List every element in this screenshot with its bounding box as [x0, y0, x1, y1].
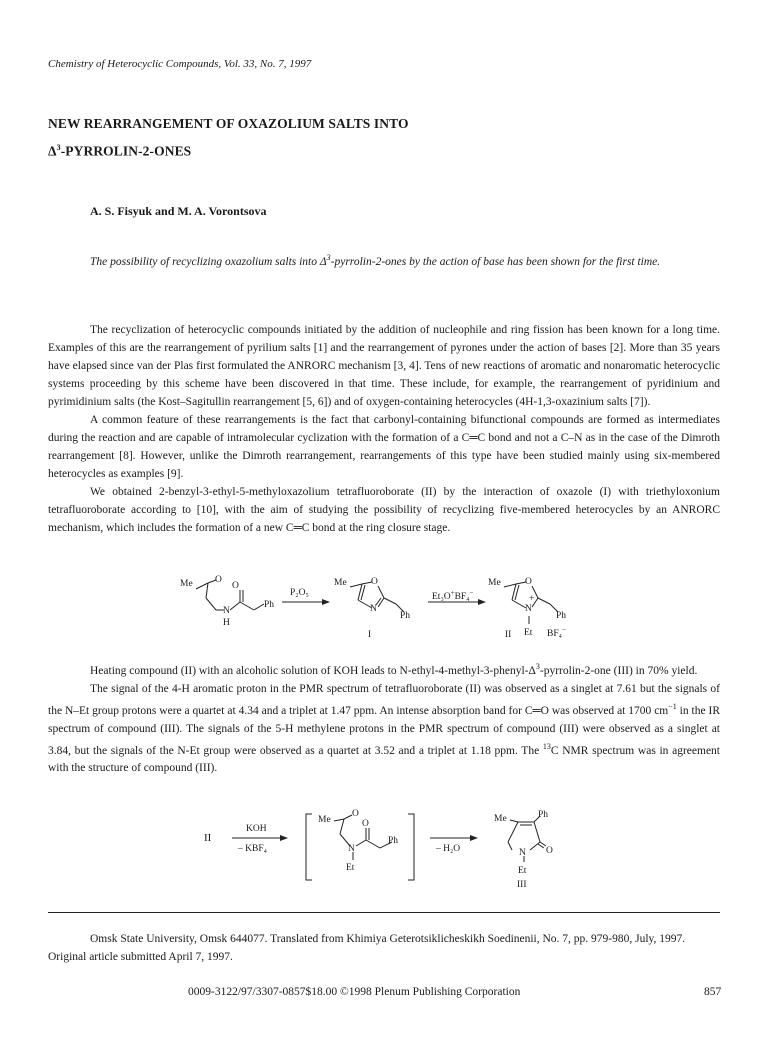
- paragraph-4-text: -pyrrolin-2-one (III) in 70% yield.: [539, 664, 698, 677]
- paragraph-5-text: C NMR spectrum was in agreement with the structure of compound (III).: [48, 744, 720, 775]
- oxygen-label: O: [525, 577, 532, 587]
- phenyl-label: Ph: [538, 810, 549, 820]
- byproduct-water: – H₂O: [436, 844, 461, 854]
- compound-label-II: II: [204, 832, 212, 844]
- paragraph-4: [48, 658, 720, 680]
- compound-label-I: I: [368, 630, 372, 640]
- reagent-text: BF₄: [454, 592, 470, 603]
- title-line-1: NEW REARRANGEMENT OF OXAZOLIUM SALTS INTO: [48, 116, 409, 131]
- phenyl-label: Ph: [264, 600, 275, 610]
- reaction-scheme-1: [0, 570, 768, 648]
- oxygen-label: O: [362, 819, 369, 829]
- ethyl-label: Et: [346, 863, 355, 873]
- body-section-1: [48, 321, 720, 537]
- reagent-charge: −: [469, 589, 474, 597]
- oxygen-label: O: [232, 581, 239, 591]
- oxygen-label: O: [352, 809, 359, 819]
- plus-charge: +: [529, 594, 535, 604]
- body-section-2: [48, 658, 720, 777]
- paragraph-5-text: in the IR spectrum of compound (III). The signals of the 5-H methylene protons in the PMR spectrum of compound (III) were observed as a singlet at 3.84, but the signals of the N-Et group were observed as a quartet at 3.52 and a triplet at 1.18 ppm. The: [48, 704, 720, 757]
- title-delta: Δ: [48, 143, 57, 159]
- footnote: Omsk State University, Omsk 644077. Translated from Khimiya Geterotsiklicheskikh Soedinenii, No. 7, pp. 979-980, July, 1997. Original article submitted April 7, 1997.: [48, 933, 686, 963]
- byproduct-kbf4: – KBF₄: [238, 844, 267, 854]
- paragraph-5-superscript: 13: [542, 741, 551, 751]
- methyl-label: Me: [334, 578, 347, 588]
- footnote-divider: [48, 912, 720, 913]
- methyl-label: Me: [494, 814, 507, 824]
- compound-label-II: II: [505, 630, 512, 640]
- anion-charge: −: [561, 626, 566, 634]
- journal-citation: Chemistry of Heterocyclic Compounds, Vol. 33, No. 7, 1997: [48, 58, 312, 70]
- ethyl-label: Et: [518, 866, 527, 876]
- paragraph-5-text: The signal of the 4-H aromatic proton in the PMR spectrum of tetrafluoroborate (II) was observed as a singlet at 7.61 but the signals of the N–Et group protons were a quartet at 4.34 and a triplet at 1.47 ppm. An intense absorption band for C═O was observed at 1700 cm: [48, 682, 720, 717]
- paragraph-3: We obtained 2-benzyl-3-ethyl-5-methyloxazolium tetrafluoroborate (II) by the interaction of oxazole (I) with triethyloxonium tetrafluoroborate according to [10], with the aim of studying the possibility of recyclizing five-membered heterocycles by an ANRORC mechanism, which includes the formation of a new C═C bond at the ring closure stage.: [48, 486, 720, 534]
- reagent-p2o5: P₂O₅: [290, 588, 309, 598]
- phenyl-label: Ph: [556, 611, 567, 621]
- paragraph-2: A common feature of these rearrangements is the fact that carbonyl-containing bifunctional compounds are formed as intermediates during the reaction and are capable of intramolecular cyclization with the formation of a C═C bond and not a C–N as in the case of the Dimroth rearrangement [8]. However, unlike the Dimroth rearrangement, rearrangements of this type have been studied mainly using six-membered heterocycles as examples [9].: [48, 414, 720, 480]
- article-title: [48, 112, 409, 164]
- reaction-scheme-2: [0, 806, 768, 898]
- scheme-1-bonds: [0, 570, 768, 648]
- nitrogen-label: N: [525, 604, 532, 614]
- nitrogen-label: N: [370, 604, 377, 614]
- methyl-label: Me: [318, 815, 331, 825]
- abstract-superscript: 3: [326, 253, 331, 262]
- oxygen-label: O: [371, 577, 378, 587]
- paragraph-4-superscript: 3: [535, 662, 540, 671]
- nitrogen-label: N: [348, 844, 355, 854]
- authors: A. S. Fisyuk and M. A. Vorontsova: [90, 204, 267, 218]
- anion-text: BF₄: [547, 629, 562, 640]
- reagent-triethyloxonium: [432, 588, 473, 602]
- hydrogen-label: H: [223, 618, 230, 628]
- phenyl-label: Ph: [388, 836, 399, 846]
- tetrafluoroborate-label: [547, 625, 566, 639]
- title-superscript: 3: [56, 143, 61, 152]
- oxygen-label: O: [215, 575, 222, 585]
- methyl-label: Me: [180, 579, 193, 589]
- paragraph-5: [48, 680, 720, 778]
- phenyl-label: Ph: [400, 611, 411, 621]
- nitrogen-label: N: [519, 848, 526, 858]
- nitrogen-label: N: [223, 606, 230, 616]
- reagent-charge: +: [450, 589, 455, 597]
- paragraph-5-superscript: −1: [668, 701, 677, 711]
- paragraph-4-text: Heating compound (II) with an alcoholic solution of KOH leads to N-ethyl-4-methyl-3-phenyl-Δ: [90, 664, 536, 677]
- paragraph-1: The recyclization of heterocyclic compounds initiated by the addition of nucleophile and ring fission has been known for a long time. Examples of this are the rearrangement of pyrilium salts [1] and the rearrangement of pyrones under the action of bases [2]. More than 35 years have elapsed since van der Plas first formulated the ANRORC mechanism [3, 4]. Tens of new reactions of aromatic and nonaromatic heterocyclic systems proceeding by this scheme have been discovered in that time. These include, for example, the rearrangement of pyridinium and pyrimidinium salts (the Kost–Sagitullin rearrangement [5, 6]) and of oxygen-containing heterocycles (4H-1,3-oxazinium salts [7]).: [48, 324, 720, 408]
- copyright-line: 0009-3122/97/3307-0857$18.00 ©1998 Plenum Publishing Corporation: [188, 986, 521, 998]
- title-line-2-rest: -PYRROLIN-2-ONES: [60, 143, 192, 159]
- page-number: 857: [704, 986, 722, 998]
- ethyl-label: Et: [524, 628, 533, 638]
- title-line-2: [48, 136, 409, 164]
- compound-label-III: III: [517, 880, 527, 890]
- oxygen-label: O: [546, 846, 553, 856]
- reagent-koh: KOH: [246, 824, 267, 834]
- abstract: [90, 249, 710, 271]
- scheme-2-bonds: [0, 806, 768, 898]
- reagent-text: Et₃O: [432, 592, 451, 603]
- methyl-label: Me: [488, 578, 501, 588]
- abstract-part-2: -pyrrolin-2-ones by the action of base has been shown for the first time.: [330, 255, 661, 268]
- abstract-part-1: The possibility of recyclizing oxazolium salts into Δ: [90, 255, 327, 268]
